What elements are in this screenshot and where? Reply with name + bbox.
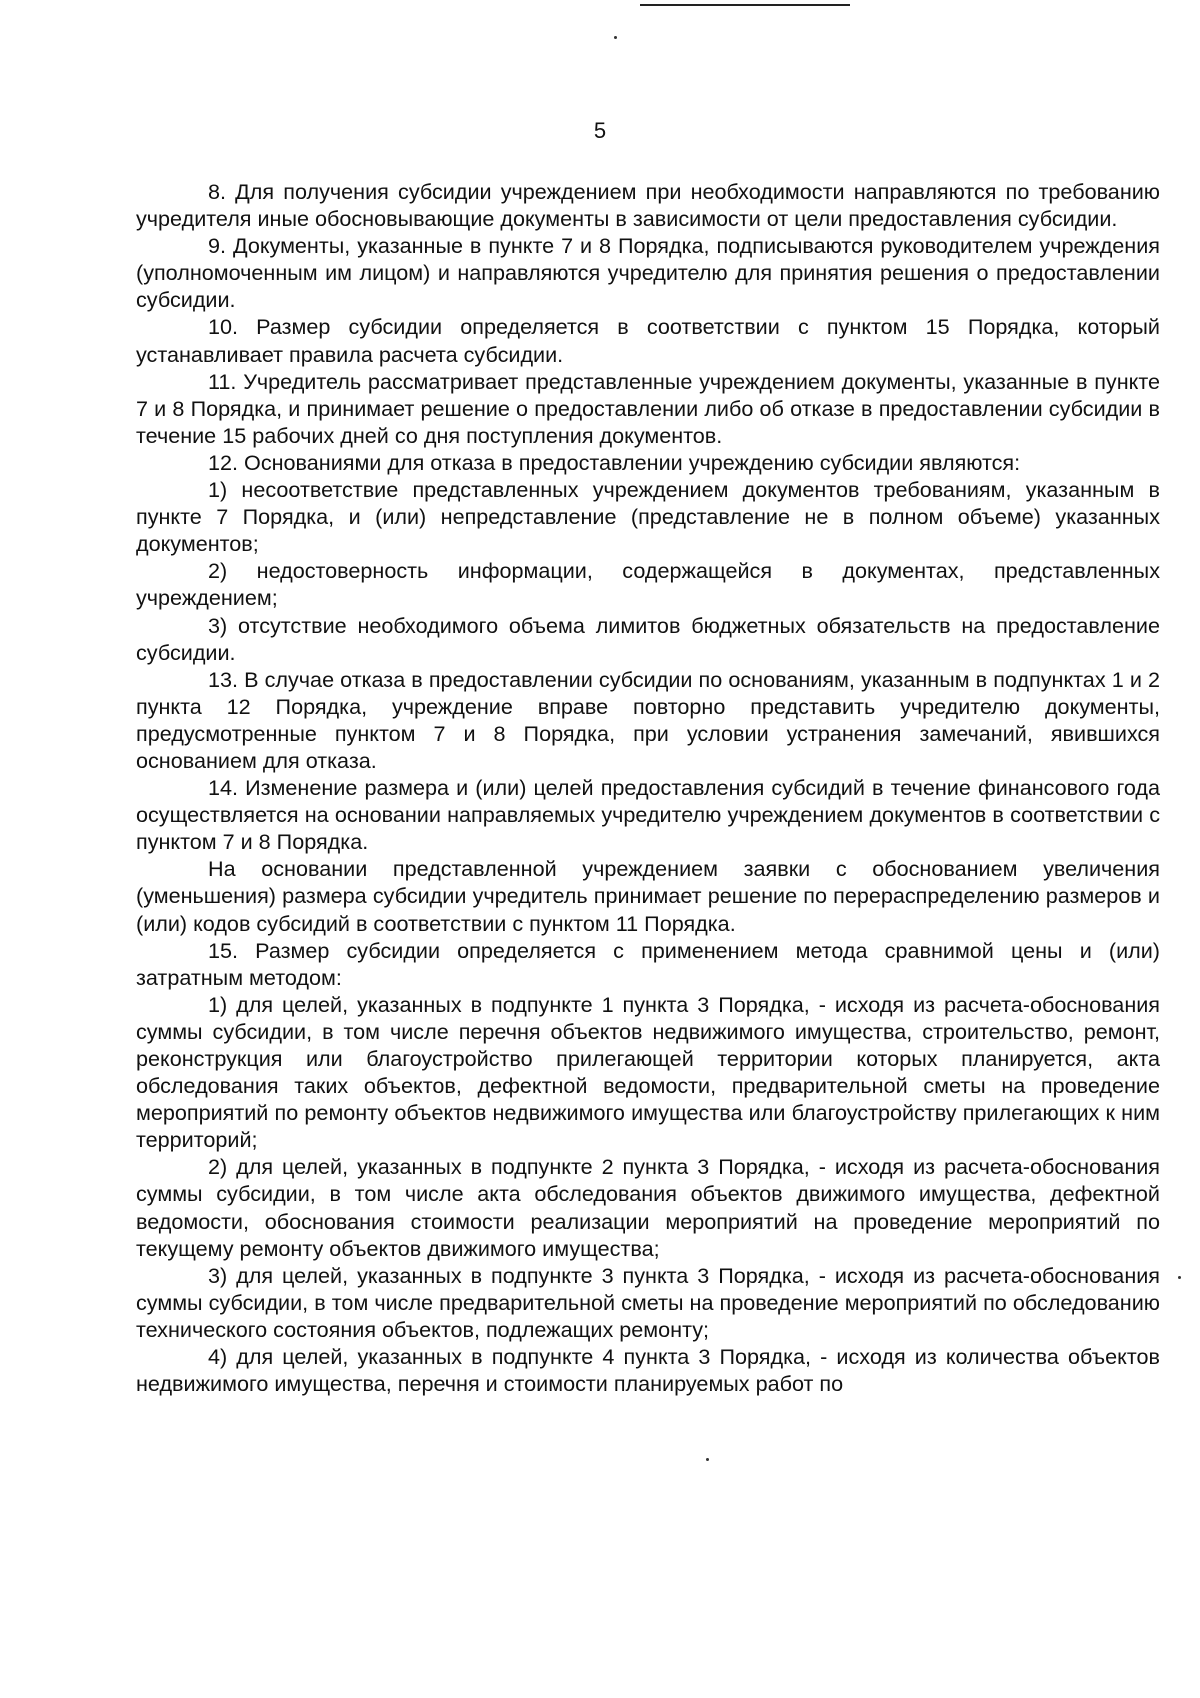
paragraph-14: 14. Изменение размера и (или) целей предоставления субсидий в течение финансового года осуществляется на основании направляемых учредителю учреждением документов в соответствии с пунктом 7 и 8 Порядка. — [136, 775, 1160, 855]
paragraph-12-item-3: 3) отсутствие необходимого объема лимитов бюджетных обязательств на предоставление субсидии. — [136, 612, 1160, 665]
page-number: 5 — [593, 118, 607, 143]
paragraph-15-item-1: 1) для целей, указанных в подпункте 1 пункта 3 Порядка, - исходя из расчета-обоснования суммы субсидии, в том числе перечня объектов недвижимого имущества, строительство, ремонт, реконструкция или благоустройство прилегающей территории которых планируется, акта обследования таких объектов, дефектной ведомости, предварительной сметы на проведение мероприятий по ремонту объектов недвижимого имущества или благоустройству прилегающих к ним территорий; — [136, 991, 1160, 1153]
paragraph-13: 13. В случае отказа в предоставлении субсидии по основаниям, указанным в подпунктах 1 и 2 пункта 12 Порядка, учреждение вправе повторно представить учредителю документы, предусмотренные пунктом 7 и 8 Порядка, при условии устранения замечаний, явившихся основанием для отказа. — [136, 666, 1160, 773]
scan-artifact-dot — [1178, 1276, 1181, 1279]
document-body — [136, 178, 1160, 1397]
paragraph-11: 11. Учредитель рассматривает представленные учреждением документы, указанные в пункте 7 и 8 Порядка, и принимает решение о предоставлении либо об отказе в предоставлении субсидии в течение 15 рабочих дней со дня поступления документов. — [136, 368, 1160, 448]
paragraph-15-item-3: 3) для целей, указанных в подпункте 3 пункта 3 Порядка, - исходя из расчета-обоснования суммы субсидии, в том числе предварительной сметы на проведение мероприятий по обследованию технического состояния объектов, подлежащих ремонту; — [136, 1262, 1160, 1342]
paragraph-10: 10. Размер субсидии определяется в соответствии с пунктом 15 Порядка, который устанавливает правила расчета субсидии. — [136, 314, 1160, 367]
paragraph-12-item-2: 2) недостоверность информации, содержащейся в документах, представленных учреждением; — [136, 558, 1160, 611]
scan-artifact-line — [640, 0, 850, 6]
scan-artifact-dot — [614, 36, 617, 39]
paragraph-15-item-2: 2) для целей, указанных в подпункте 2 пункта 3 Порядка, - исходя из расчета-обоснования суммы субсидии, в том числе акта обследования объектов движимого имущества, дефектной ведомости, обоснования стоимости реализации мероприятий на проведение мероприятий по текущему ремонту объектов движимого имущества; — [136, 1154, 1160, 1261]
paragraph-8: 8. Для получения субсидии учреждением при необходимости направляются по требованию учредителя иные обосновывающие документы в зависимости от цели предоставления субсидии. — [136, 179, 1160, 232]
paragraph-15: 15. Размер субсидии определяется с применением метода сравнимой цены и (или) затратным методом: — [136, 937, 1160, 990]
paragraph-12: 12. Основаниями для отказа в предоставлении учреждению субсидии являются: — [208, 449, 1021, 475]
paragraph-14-continued: На основании представленной учреждением заявки с обоснованием увеличения (уменьшения) размера субсидии учредитель принимает решение по перераспределению размеров и (или) кодов субсидий в соответствии с пунктом 11 Порядка. — [136, 856, 1160, 936]
paragraph-12-item-1: 1) несоответствие представленных учреждением документов требованиям, указанным в пункте 7 Порядка, и (или) непредставление (представление не в полном объеме) указанных документов; — [136, 477, 1160, 557]
scan-artifact-dot — [706, 1458, 709, 1461]
paragraph-15-item-4: 4) для целей, указанных в подпункте 4 пункта 3 Порядка, - исходя из количества объектов недвижимого имущества, перечня и стоимости планируемых работ по — [136, 1344, 1160, 1397]
paragraph-9: 9. Документы, указанные в пункте 7 и 8 Порядка, подписываются руководителем учреждения (уполномоченным им лицом) и направляются учредителю для принятия решения о предоставлении субсидии. — [136, 233, 1160, 313]
